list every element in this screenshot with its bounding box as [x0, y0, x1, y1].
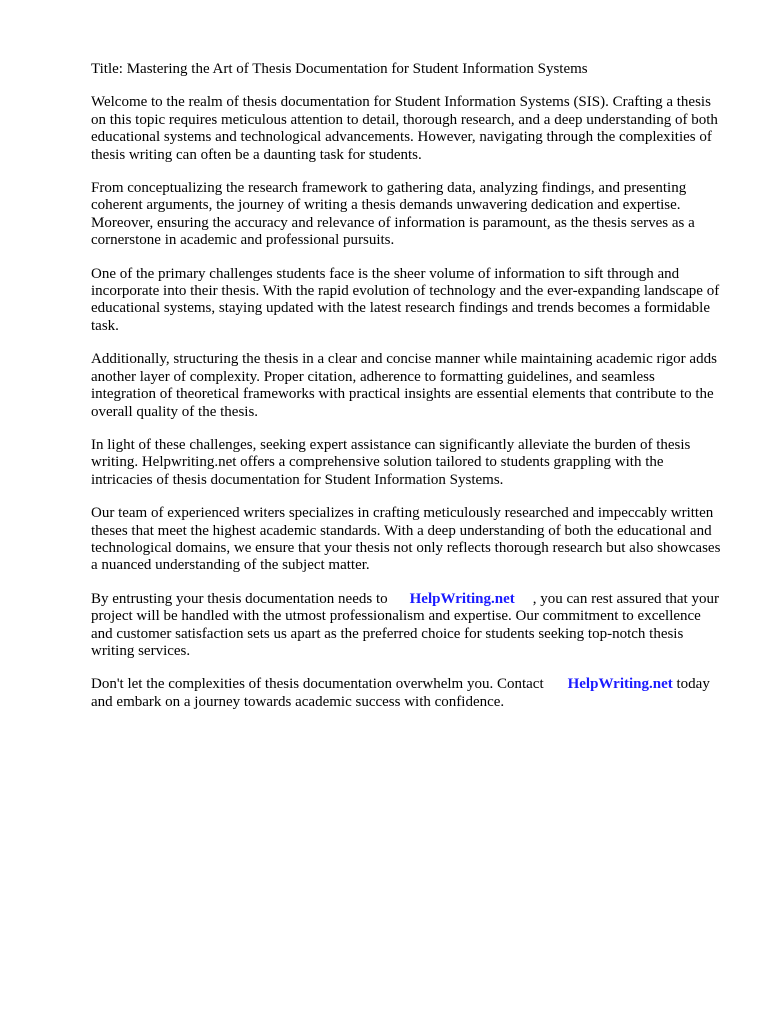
paragraph-assistance: In light of these challenges, seeking expert assistance can significantly alleviate the burden of thesis writing. Helpwriting.net offers a comprehensive solution tailored to students grappling with the intricacies of thesis documentation for Student Information Systems. [91, 436, 691, 488]
paragraph-contact-text-after: today and embark on a journey towards academic success with confidence. [91, 676, 710, 710]
document-body [91, 61, 721, 727]
helpwriting-link-2[interactable]: HelpWriting.net [567, 676, 673, 693]
paragraph-challenges: One of the primary challenges students face is the sheer volume of information to sift through and incorporate into their thesis. With the rapid evolution of technology and the ever-expanding landscape of educational systems, staying updated with the latest research findings and trends becomes a formidable task. [91, 265, 720, 334]
paragraph-contact [91, 676, 721, 711]
document-title: Title: Mastering the Art of Thesis Documentation for Student Information Systems [91, 61, 588, 77]
paragraph-team: Our team of experienced writers specializes in crafting meticulously researched and impeccably written theses that meet the highest academic standards. With a deep understanding of both the educational and technological domains, we ensure that your thesis not only reflects thorough research but also showcases a nuanced understanding of the subject matter. [91, 505, 721, 574]
paragraph-entrust-text-before: By entrusting your thesis documentation needs to [91, 590, 388, 607]
paragraph-structure: Additionally, structuring the thesis in a clear and concise manner while maintaining academic rigor adds another layer of complexity. Proper citation, adherence to formatting guidelines, and seamless integration of theoretical frameworks with practical insights are essential elements that contribute to the overall quality of the thesis. [91, 351, 717, 420]
paragraph-entrust [91, 591, 721, 661]
paragraph-research-journey: From conceptualizing the research framework to gathering data, analyzing findings, and presenting coherent arguments, the journey of writing a thesis demands unwavering dedication and expertise. Moreover, ensuring the accuracy and relevance of information is paramount, as the thesis serves as a cornerstone in academic and professional pursuits. [91, 180, 695, 249]
helpwriting-link-1[interactable]: HelpWriting.net [409, 590, 515, 607]
paragraph-contact-text-before: Don't let the complexities of thesis documentation overwhelm you. Contact [91, 676, 544, 693]
paragraph-intro: Welcome to the realm of thesis documentation for Student Information Systems (SIS). Crafting a thesis on this topic requires meticulous attention to detail, thorough research, and a deep understanding of both educational systems and technological advancements. However, navigating through the complexities of thesis writing can often be a daunting task for students. [91, 94, 718, 163]
paragraph-entrust-text-after: , you can rest assured that your project will be handled with the utmost professionalism and expertise. Our commitment to excellence and customer satisfaction sets us apart as the preferred choice for students seeking top-notch thesis writing services. [91, 590, 719, 659]
